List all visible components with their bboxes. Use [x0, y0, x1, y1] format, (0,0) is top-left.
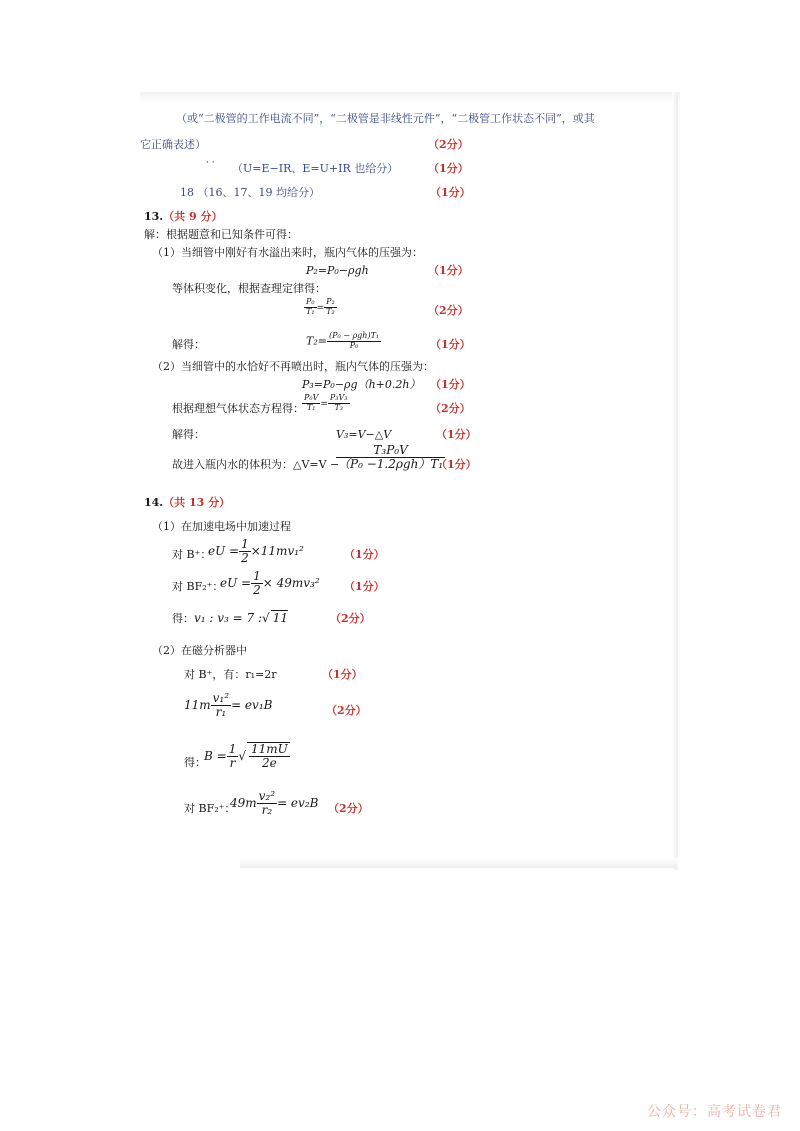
score-label: （2分） — [428, 304, 469, 317]
score-label: （1分） — [430, 338, 471, 351]
accepted-values-note: 18 （16、17、19 均给分） — [180, 186, 320, 199]
fraction: $\frac{1}{2}$ — [241, 537, 249, 566]
question-13-header — [144, 210, 222, 223]
question-total-score: （共 13 分） — [163, 496, 231, 509]
fraction: $\frac{1}{2}$ — [253, 569, 261, 598]
part-2-statement: （2）在磁分析器中 — [152, 644, 247, 657]
ideal-gas-law-text: 根据理想气体状态方程得： — [172, 402, 304, 415]
fraction: $\frac{\text{P₀V}}{\text{T₁}}$ — [304, 393, 319, 412]
fraction: $\frac{\text{v₁²}}{\text{r₁}}$ — [212, 691, 230, 720]
score-label: （1分） — [344, 548, 385, 561]
watermark-text: 公众号：高考试卷君 — [647, 1104, 782, 1120]
score-label: （1分） — [428, 162, 469, 175]
equation-magnetic-field: B = $\frac{1}{r}$ √ $\frac{11mU}{2e}$ — [204, 742, 288, 771]
scan-shadow-bottom — [240, 858, 678, 868]
equation-lorentz-force-b: 11m $\frac{\text{v₁²}}{\text{r₁}}$ = ev₁B — [184, 691, 273, 720]
equation-p2: P₂=P₀−ρgh — [306, 264, 369, 277]
equation-v3: V₃=V−△V — [336, 428, 392, 441]
score-label: （2分） — [428, 138, 469, 151]
radius-relation: 对 B⁺，有：r₁=2r — [184, 668, 277, 681]
fraction: $\frac{\text{P₂}}{\text{T₂}}$ — [326, 297, 335, 316]
equation-p3: P₃=P₀−ρg（h+0.2h） — [302, 378, 421, 391]
question-14-header — [144, 496, 230, 509]
bf2-ion-label: 对 BF₂⁺： — [172, 580, 224, 593]
part-1-statement: （1）在加速电场中加速过程 — [152, 520, 291, 533]
equation-lorentz-force-bf2: 49m $\frac{\text{v₂²}}{\text{r₂}}$ = ev₂B — [230, 789, 319, 818]
equation-ideal-gas: $\frac{\text{P₀V}}{\text{T₁}}$ = $\frac{\text{P₃V₃}}{\text{T₃}}$ — [304, 393, 348, 412]
fraction: $\frac{11mU}{2e}$ — [250, 742, 288, 771]
part-2-statement: （2）当细管中的水恰好不再喷出时，瓶内气体的压强为： — [152, 360, 434, 373]
score-label: （1分） — [430, 186, 471, 199]
equation-delta-v — [336, 444, 445, 471]
scan-shadow-top — [140, 92, 680, 102]
equation-b-energy: eU = $\frac{1}{2}$ ×11mv₁² — [208, 537, 304, 566]
score-label: （2分） — [328, 802, 369, 815]
solution-intro: 解：根据题意和已知条件可得： — [144, 228, 298, 241]
fraction: $\frac{\text{T₃P₀V}}{\text{（P₀ −1.2ρgh）T₁}}$ — [338, 443, 444, 472]
fraction: $\frac{\text{P₀}}{\text{T₁}}$ — [306, 297, 315, 316]
score-label: （1分） — [430, 378, 471, 391]
score-label: （1分） — [436, 458, 477, 471]
equation-speed-ratio: v₁ : v₃ = 7 :√ 11 — [194, 611, 288, 625]
question-total-score: （共 9 分） — [163, 210, 223, 223]
bf2-ion-label: 对 BF₂⁺： — [184, 802, 236, 815]
equation-charles-law: $\frac{\text{P₀}}{\text{T₁}}$ = $\frac{\text{P₂}}{\text{T₂}}$ — [306, 297, 335, 316]
result-label: 得： — [184, 756, 206, 769]
result-volume-text: 故进入瓶内水的体积为：△V=V − — [172, 458, 340, 471]
question-number: 13. — [144, 210, 164, 223]
score-label: （1分） — [344, 580, 385, 593]
answer-continuation-line-2: 它正确表述） — [140, 138, 206, 151]
scan-shadow-right — [672, 92, 678, 870]
b-ion-label: 对 B⁺： — [172, 548, 212, 561]
score-label: （1分） — [428, 264, 469, 277]
score-label: （1分） — [322, 668, 363, 681]
equation-bf2-energy: eU = $\frac{1}{2}$ × 49mv₃² — [220, 569, 320, 598]
fraction: $\frac{\text{P₃V₃}}{\text{T₃}}$ — [329, 393, 348, 412]
score-label: （1分） — [436, 428, 477, 441]
alternative-formula-note: （U=E−IR、E=U+IR 也给分） — [232, 162, 399, 175]
fraction: $\frac{\text{v₂²}}{\text{r₂}}$ — [258, 789, 276, 818]
solve-label: 解得： — [172, 338, 205, 351]
result-label: 得： — [172, 612, 194, 625]
equation-t2: T₂= $\frac{\text{(P₀ − ρgh)T₁}}{\text{P₀}}$ — [306, 331, 380, 350]
score-label: （2分） — [430, 402, 471, 415]
question-number: 14. — [144, 496, 164, 509]
charles-law-text: 等体积变化，根据查理定律得： — [172, 282, 326, 295]
answer-continuation-line: （或“二极管的工作电流不同”，“二极管是非线性元件”，“二极管工作状态不同”，或其 — [176, 112, 595, 125]
part-1-statement: （1）当细管中刚好有水溢出来时，瓶内气体的压强为： — [152, 246, 423, 259]
solve-label: 解得： — [172, 428, 205, 441]
fraction: $\frac{\text{(P₀ − ρgh)T₁}}{\text{P₀}}$ — [328, 331, 380, 350]
ink-marks: · · — [206, 158, 215, 168]
score-label: （2分） — [330, 612, 371, 625]
fraction: $\frac{1}{r}$ — [228, 742, 237, 771]
score-label: （2分） — [326, 704, 367, 717]
